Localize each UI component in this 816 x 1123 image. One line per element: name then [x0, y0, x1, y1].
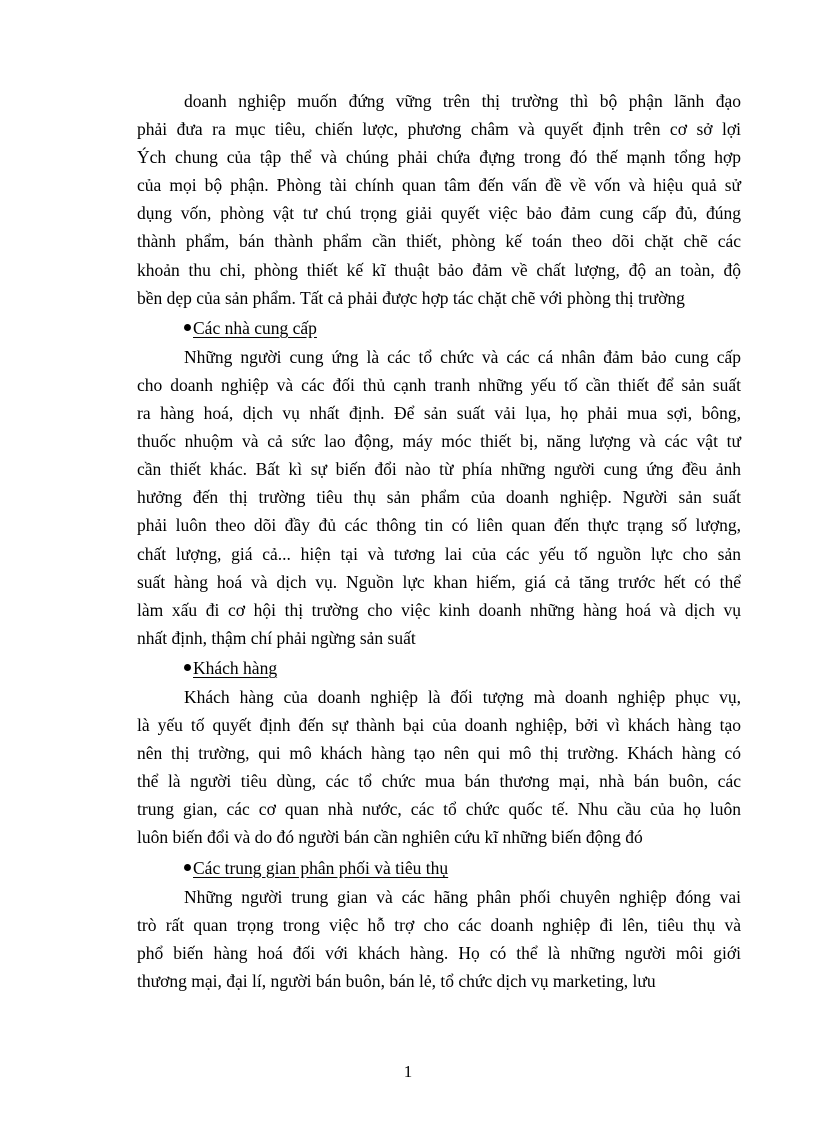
section-heading [137, 854, 741, 882]
section-heading [137, 314, 741, 342]
text-line: Những người cung ứng là các tổ chức và các cá nhân đảm bảo cung cấp [184, 346, 741, 367]
paragraph [137, 654, 741, 852]
text-line: suất hàng hoá và dịch vụ. Nguồn lực khan hiếm, giá cả tăng trước hết có thể [137, 571, 741, 592]
section-heading [137, 654, 741, 682]
text-line: thành phẩm, bán thành phẩm cần thiết, phòng kế toán theo dõi chặt chẽ các [137, 231, 741, 252]
text-line: cho doanh nghiệp và các đối thủ cạnh tranh những yếu tố cần thiết để sản suất [137, 374, 741, 395]
text-line: chất lượng, giá cả... hiện tại và tương lai của các yếu tố nguồn lực cho sản [137, 543, 741, 564]
bullet-icon [184, 864, 191, 871]
text-line: là yếu tố quyết định đến sự thành bại của doanh nghiệp, bởi vì khách hàng tạo [137, 715, 741, 736]
text-line: Khách hàng của doanh nghiệp là đối tượng mà doanh nghiệp phục vụ, [184, 686, 741, 707]
text-line: trung gian, các cơ quan nhà nước, các tổ chức quốc tế. Nhu cầu của họ luôn [137, 799, 741, 820]
text-line: phải luôn theo dõi đầy đủ các thông tin có liên quan đến thực trạng số lượng, [137, 515, 741, 536]
section-heading-text: Khách hàng [193, 657, 278, 678]
text-line: phải đưa ra mục tiêu, chiến lược, phương châm và quyết định trên cơ sở lợi [137, 119, 741, 140]
text-line: nên thị trường, qui mô khách hàng tạo nên qui mô thị trường. Khách hàng có [137, 743, 741, 764]
text-line: thuốc nhuộm và cả sức lao động, máy móc thiết bị, năng lượng và các vật tư [137, 431, 741, 452]
text-line: ra hàng hoá, dịch vụ nhất định. Để sản suất vải lụa, họ phải mua sợi, bông, [137, 403, 741, 424]
paragraph [137, 854, 741, 995]
text-line: làm xấu đi cơ hội thị trường cho việc kinh doanh những hàng hoá và dịch vụ [137, 599, 741, 620]
text-line: bền dẹp của sản phẩm. Tất cả phải được hợp tác chặt chẽ với phòng thị trường [137, 287, 685, 308]
text-line: thương mại, đại lí, người bán buôn, bán lẻ, tổ chức dịch vụ marketing, lưu [137, 970, 656, 991]
text-line: dụng vốn, phòng vật tư chú trọng giải quyết việc bảo đảm cung cấp đủ, đúng [137, 203, 741, 224]
text-line: Những người trung gian và các hãng phân phối chuyên nghiệp đóng vai [184, 886, 741, 907]
text-line: thể là người tiêu dùng, các tổ chức mua bán thương mại, nhà bán buôn, các [137, 771, 741, 792]
section-heading-text: Các nhà cung cấp [193, 317, 317, 338]
section-heading-text: Các trung gian phân phối và tiêu thụ [193, 857, 449, 878]
text-line: cần thiết khác. Bất kì sự biến đổi nào từ phía những người cung ứng đều ảnh [137, 459, 741, 480]
text-line: hưởng đến thị trường tiêu thụ sản phẩm của doanh nghiệp. Người sản suất [137, 487, 741, 508]
text-line: nhất định, thậm chí phải ngừng sản suất [137, 627, 416, 648]
bullet-icon [184, 664, 191, 671]
text-line: Ých chung của tập thể và chúng phải chứa đựng trong đó thế mạnh tổng hợp [137, 147, 741, 168]
page-number: 1 [403, 1062, 413, 1081]
text-line: luôn biến đổi và do đó người bán cần nghiên cứu kĩ những biến động đó [137, 827, 643, 848]
text-line: doanh nghiệp muốn đứng vững trên thị trường thì bộ phận lãnh đạo [184, 91, 741, 111]
text-line: phổ biến hàng hoá đối với khách hàng. Họ có thể là những người môi giới [137, 942, 741, 963]
document-body [137, 87, 741, 995]
bullet-icon [184, 324, 191, 331]
text-line: khoản thu chi, phòng thiết kế kĩ thuật bảo đảm về chất lượng, độ an toàn, độ [137, 259, 741, 280]
text-line: của mọi bộ phận. Phòng tài chính quan tâm đến vấn đề về vốn và hiệu quả sử [137, 175, 741, 196]
paragraph [137, 87, 741, 312]
text-line: trò rất quan trọng trong việc hỗ trợ cho các doanh nghiệp đi lên, tiêu thụ và [137, 914, 741, 935]
paragraph [137, 314, 741, 652]
